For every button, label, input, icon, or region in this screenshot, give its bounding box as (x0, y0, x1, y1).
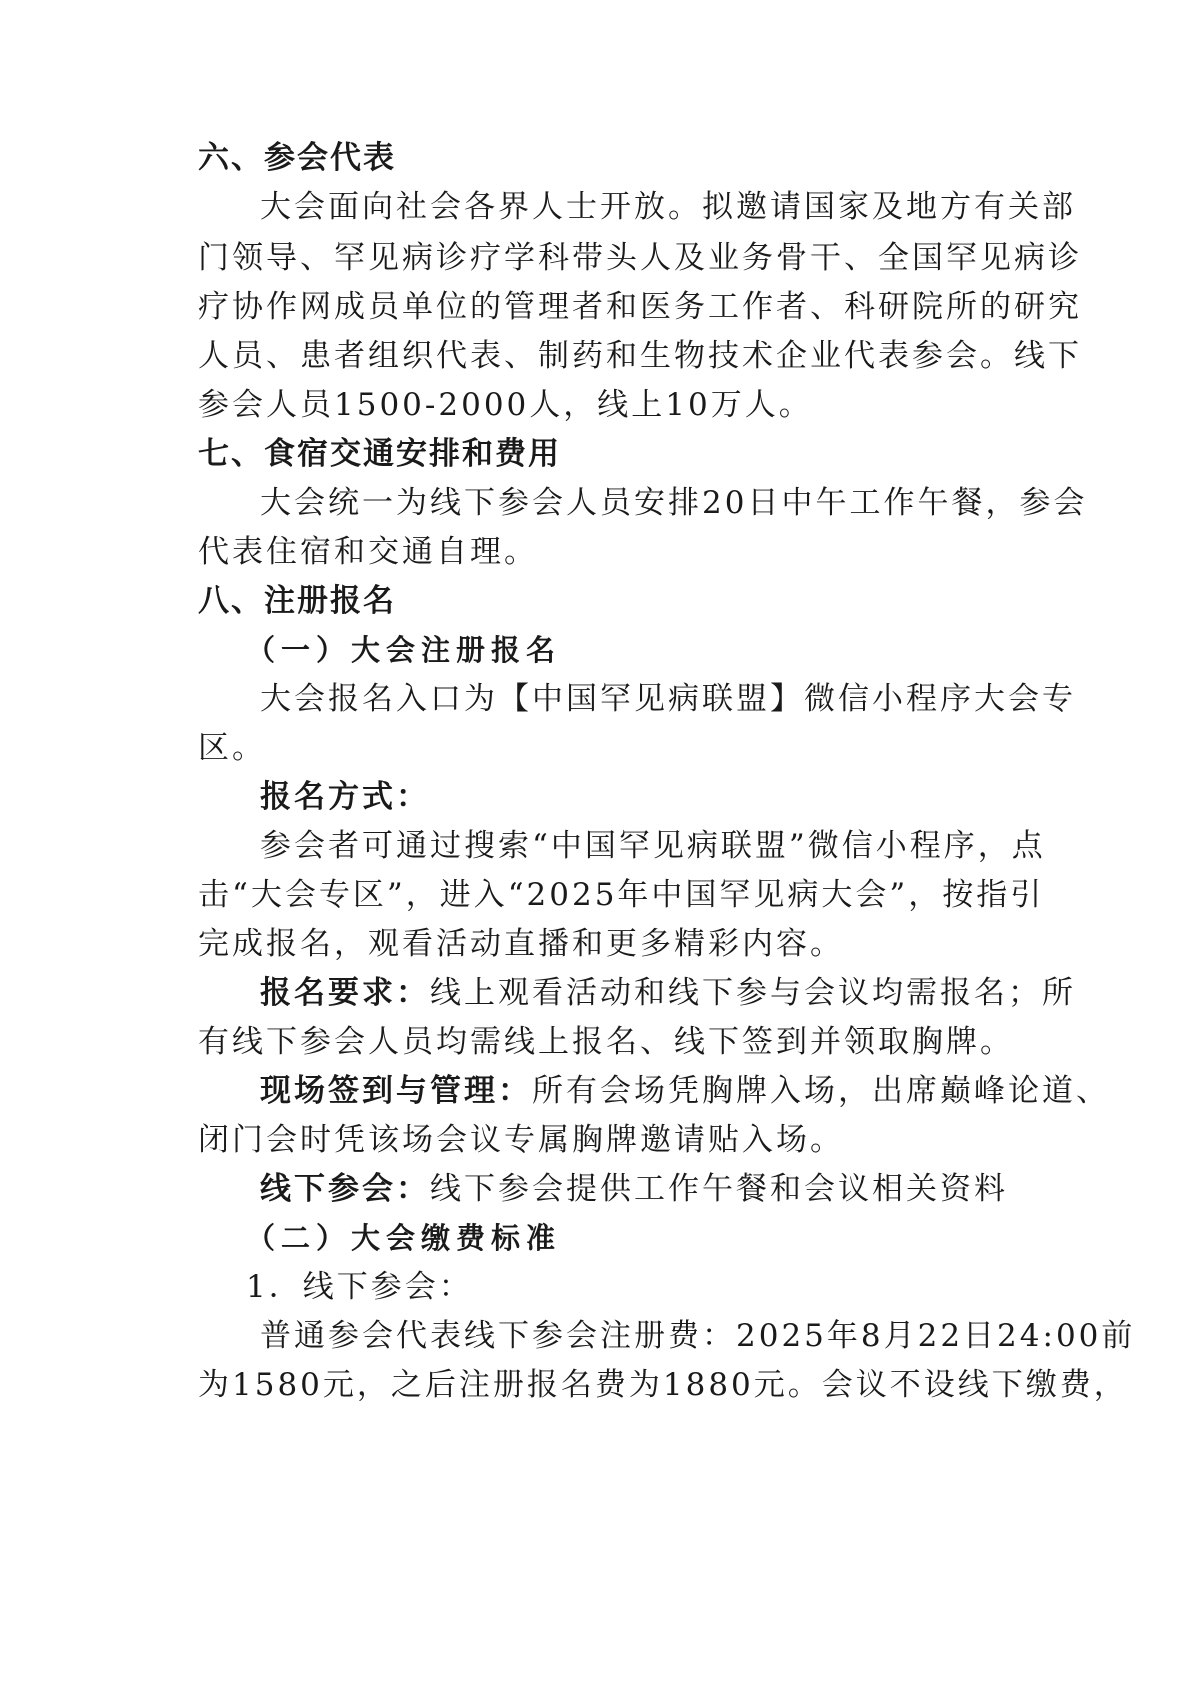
registration-method-line-3: 完成报名，观看活动直播和更多精彩内容。 (198, 926, 844, 962)
registration-method-line-2: 击“大会专区”，进入“2025年中国罕见病大会”，按指引 (198, 877, 1045, 913)
fee-line-1: 普通参会代表线下参会注册费：2025年8月22日24:00前 (260, 1318, 1136, 1354)
registration-method-label: 报名方式： (260, 779, 430, 815)
fee-item-1-label: 1．线下参会： (246, 1269, 473, 1305)
section-8-sub2-heading: （二）大会缴费标准 (246, 1221, 562, 1255)
section-7-heading: 七、食宿交通安排和费用 (198, 436, 561, 472)
fee-line-2: 为1580元，之后注册报名费为1880元。会议不设线下缴费， (198, 1367, 1128, 1403)
offline-attendance (260, 1169, 1060, 1209)
section-7-line-2: 代表住宿和交通自理。 (198, 534, 538, 570)
checkin-management-text: 所有会场凭胸牌入场，出席巅峰论道、 (532, 1073, 1110, 1109)
section-8-sub1-line-1: 大会报名入口为【中国罕见病联盟】微信小程序大会专 (260, 681, 1076, 717)
registration-requirement-line-2: 有线下参会人员均需线上报名、线下签到并领取胸牌。 (198, 1024, 1014, 1060)
registration-requirement-label: 报名要求： (260, 975, 430, 1011)
section-6-line-5: 参会人员1500-2000人，线上10万人。 (198, 387, 813, 423)
section-6-heading: 六、参会代表 (198, 140, 396, 176)
section-6-line-4: 人员、患者组织代表、制药和生物技术企业代表参会。线下 (198, 338, 1082, 374)
checkin-management-line-2: 闭门会时凭该场会议专属胸牌邀请贴入场。 (198, 1122, 844, 1158)
section-6-line-3: 疗协作网成员单位的管理者和医务工作者、科研院所的研究 (198, 289, 1082, 325)
section-6-line-2: 门领导、罕见病诊疗学科带头人及业务骨干、全国罕见病诊 (198, 240, 1082, 276)
section-7-line-1: 大会统一为线下参会人员安排20日中午工作午餐，参会 (260, 485, 1088, 521)
checkin-management (260, 1071, 1110, 1111)
checkin-management-label: 现场签到与管理： (260, 1073, 532, 1109)
offline-attendance-label: 线下参会： (260, 1171, 430, 1207)
section-8-heading: 八、注册报名 (198, 583, 396, 619)
section-8-sub1-line-2: 区。 (198, 730, 266, 766)
offline-attendance-text: 线下参会提供工作午餐和会议相关资料 (430, 1171, 1008, 1207)
registration-requirement (260, 973, 1076, 1013)
section-6-line-1: 大会面向社会各界人士开放。拟邀请国家及地方有关部 (260, 189, 1076, 225)
registration-method-line-1: 参会者可通过搜索“中国罕见病联盟”微信小程序，点 (260, 828, 1046, 864)
registration-requirement-text: 线上观看活动和线下参与会议均需报名；所 (430, 975, 1076, 1011)
section-8-sub1-heading: （一）大会注册报名 (246, 633, 562, 667)
